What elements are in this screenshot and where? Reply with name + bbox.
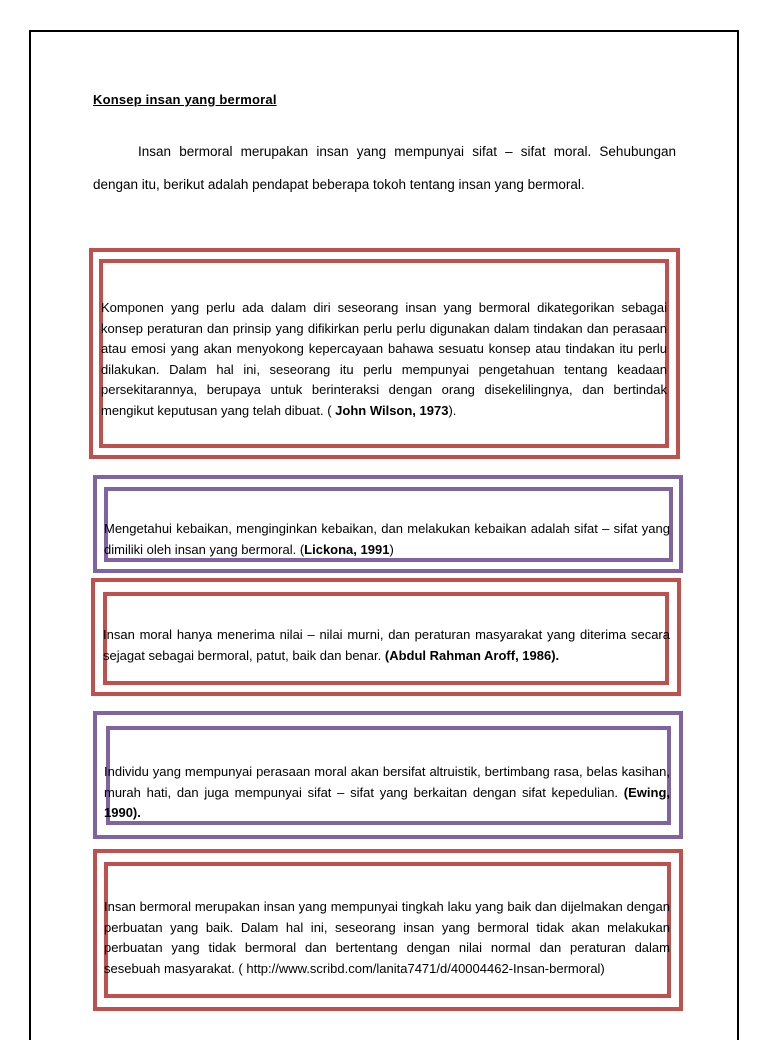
section-heading: Konsep insan yang bermoral — [93, 92, 277, 107]
quote-text: Insan moral hanya menerima nilai – nilai murni, dan peraturan masyarakat yang diterima secara sejagat sebagai bermoral, patut, baik dan benar. — [103, 627, 670, 663]
quote-text: Insan bermoral merupakan insan yang mempunyai tingkah laku yang baik dan dijelmakan dengan perbuatan yang baik. Dalam hal ini, seseorang insan yang bermoral tidak akan melakukan perbuatan yang tidak bermoral dan bertentang dengan nilai normal dan peraturan dalam sesebuah masyarakat. ( http://www.scribd.com/lanita7471/d/40004462-Insan-bermoral) — [104, 899, 670, 976]
quote-text: Komponen yang perlu ada dalam diri seseorang insan yang bermoral dikategorikan sebagai konsep peraturan dan prinsip yang difikirkan perlu perlu digunakan dalam tindakan dan perasaan atau emosi yang akan menyokong kepercayaan bahawa sesuatu konsep atau tindakan itu perlu dilakukan. Dalam hal ini, seseorang itu perlu mempunyai pengetahuan tentang keadaan persekitarannya, berupaya untuk berinteraksi dengan orang disekelilingnya, dan bertindak mengikut keputusan yang telah dibuat. ( — [101, 300, 667, 418]
quote-citation: Lickona, 1991 — [304, 541, 390, 557]
intro-paragraph: Insan bermoral merupakan insan yang mempunyai sifat – sifat moral. Sehubungan dengan itu, berikut adalah pendapat beberapa tokoh tentang insan yang bermoral. — [93, 144, 676, 192]
quote-ewing — [104, 762, 670, 824]
quote-suffix: ) — [389, 541, 394, 557]
quote-citation: (Ewing, 1990). — [104, 784, 670, 820]
quote-citation: (Abdul Rahman Aroff, 1986). — [384, 647, 560, 663]
quote-text: Mengetahui kebaikan, menginginkan kebaikan, dan melakukan kebaikan adalah sifat – sifat yang dimiliki oleh insan yang bermoral. ( — [104, 521, 670, 557]
quote-scribd — [104, 897, 670, 979]
quote-text: Individu yang mempunyai perasaan moral akan bersifat altruistik, bertimbang rasa, belas kasihan, murah hati, dan juga mempunyai sifat – sifat yang berkaitan dengan sifat kepedulian. — [104, 764, 670, 800]
quote-abdul-rahman — [103, 625, 670, 666]
quote-citation: John Wilson, 1973 — [335, 402, 449, 418]
quote-john-wilson — [101, 298, 667, 421]
quote-lickona — [104, 519, 670, 560]
quote-suffix: ). — [448, 402, 457, 418]
